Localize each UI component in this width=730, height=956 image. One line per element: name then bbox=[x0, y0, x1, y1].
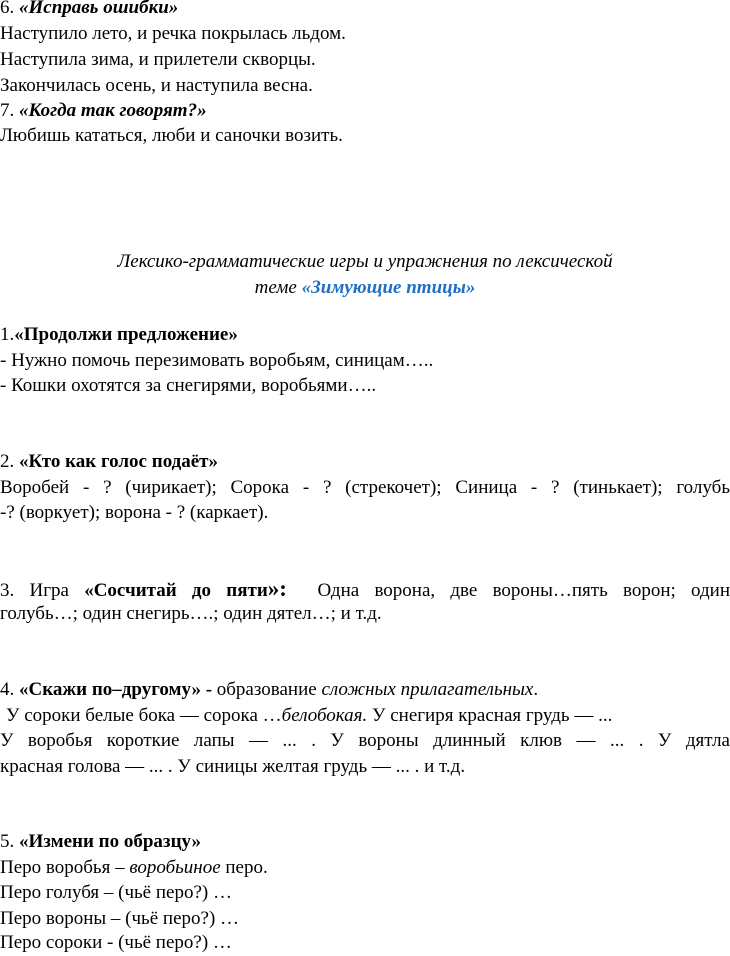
task2-number: 2. bbox=[0, 451, 15, 472]
task1-title: «Продолжи предложение» bbox=[14, 324, 238, 345]
task2-title: «Кто как голос подаёт» bbox=[19, 451, 219, 472]
ex7-title: «Когда так говорят?» bbox=[19, 100, 207, 121]
ex6-line-1: Наступило лето, и речка покрылась льдом. bbox=[0, 23, 346, 44]
ex7-heading bbox=[0, 98, 730, 124]
task4-desc-italic: сложных прилагательных bbox=[321, 679, 534, 700]
task4-title: «Скажи по–другому» - bbox=[19, 679, 213, 700]
task5-line-3: Перо сороки - (чьё перо?) … bbox=[0, 932, 232, 953]
ex6-line-2: Наступила зима, и прилетели скворцы. bbox=[0, 49, 316, 70]
ex6-heading bbox=[0, 0, 730, 21]
task4-line-4: красная голова — ... . У синицы желтая грудь — ... . и т.д. bbox=[0, 756, 466, 777]
task4-line-3: У воробья короткие лапы — ... . У вороны длинный клюв — ... . У дятла bbox=[0, 730, 730, 751]
task5-sample-word: воробьиное bbox=[129, 857, 221, 878]
task5-heading bbox=[0, 829, 730, 855]
ex6-number: 6. bbox=[0, 0, 15, 18]
task4-number: 4. bbox=[0, 679, 15, 700]
task3-prefix: 3. Игра bbox=[0, 580, 69, 601]
section-heading-prefix: теме bbox=[254, 277, 297, 298]
task5-line-2: Перо вороны – (чьё перо?) … bbox=[0, 908, 240, 929]
task4-line-2: У сороки белые бока — сорока …белобокая. У снегиря красная грудь — ... bbox=[6, 705, 613, 726]
task4-desc: образование bbox=[216, 679, 317, 700]
task1-heading bbox=[0, 322, 730, 348]
task4-heading: 4. «Скажи по–другому» - образование сложных прилагательных. bbox=[0, 679, 539, 700]
task3-line-1-rest: Одна ворона, две вороны…пять ворон; один bbox=[317, 580, 730, 601]
ex7-number: 7. bbox=[0, 100, 15, 121]
task3-title: «Сосчитай до пяти»: bbox=[84, 576, 287, 601]
task1-line-2: - Кошки охотятся за снегирями, воробьями….. bbox=[0, 375, 377, 396]
section-heading-line-2 bbox=[0, 275, 730, 301]
task3-line-2: голубь…; один снегирь….; один дятел…; и т.д. bbox=[0, 603, 382, 624]
section-topic: «Зимующие птицы» bbox=[301, 277, 476, 298]
task1-line-1: - Нужно помочь перезимовать воробьям, синицам….. bbox=[0, 350, 434, 371]
task5-number: 5. bbox=[0, 831, 15, 852]
task4-example-word: белобокая. bbox=[281, 705, 368, 726]
ex6-title: «Исправь ошибки» bbox=[19, 0, 179, 18]
task3-line-1 bbox=[0, 576, 730, 604]
task2-line-1: Воробей - ? (чирикает); Сорока - ? (стрекочет); Синица - ? (тинькает); голубь bbox=[0, 477, 730, 498]
task5-line-1: Перо голубя – (чьё перо?) … bbox=[0, 882, 232, 903]
task5-sample: Перо воробья – воробьиное перо. bbox=[0, 857, 268, 878]
task5-title: «Измени по образцу» bbox=[19, 831, 201, 852]
ex6-line-3: Закончилась осень, и наступила весна. bbox=[0, 75, 313, 96]
task2-heading bbox=[0, 449, 730, 475]
task2-line-2: -? (воркует); ворона - ? (каркает). bbox=[0, 502, 269, 523]
ex7-line: Любишь кататься, люби и саночки возить. bbox=[0, 125, 343, 146]
task1-number: 1. bbox=[0, 324, 15, 345]
section-heading-line-1: Лексико-грамматические игры и упражнения по лексической bbox=[117, 251, 613, 272]
